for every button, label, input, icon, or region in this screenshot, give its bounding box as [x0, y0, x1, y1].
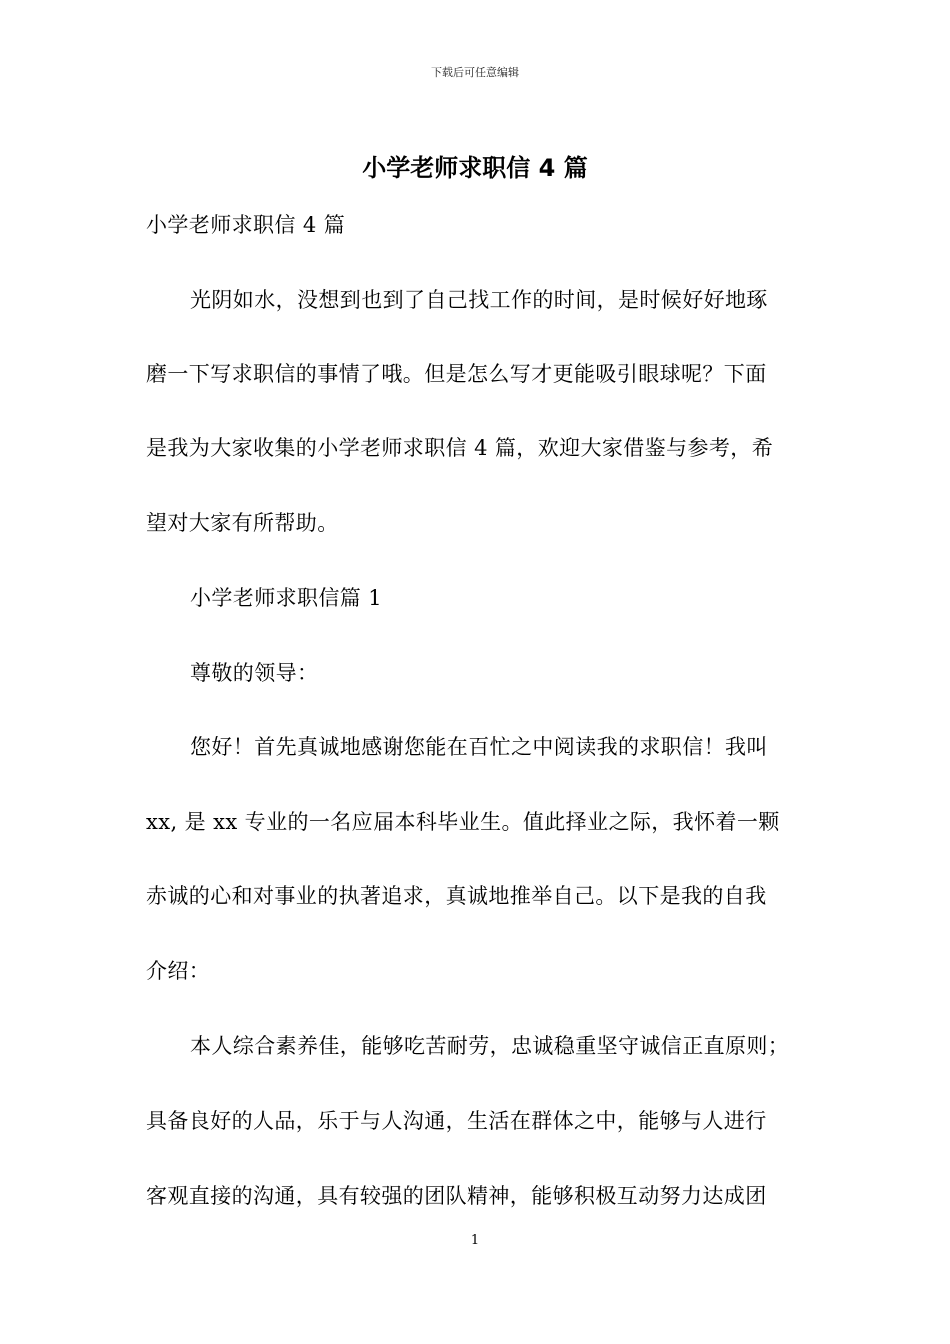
document-title: 小学老师求职信 4 篇 [362, 154, 588, 182]
body-line: 小学老师求职信篇 1 [190, 586, 383, 610]
body-line: 您好！首先真诚地感谢您能在百忙之中阅读我的求职信！我叫 [190, 735, 768, 759]
body-line: 本人综合素养佳，能够吃苦耐劳，忠诚稳重坚守诚信正直原则； [190, 1034, 790, 1058]
body-line: 客观直接的沟通，具有较强的团队精神，能够积极互动努力达成团 [146, 1184, 767, 1208]
body-line: 是我为大家收集的小学老师求职信 4 篇，欢迎大家借鉴与参考，希 [146, 436, 774, 460]
body-line: 尊敬的领导： [190, 661, 319, 685]
body-line: 小学老师求职信 4 篇 [146, 213, 346, 237]
body-line: 光阴如水，没想到也到了自己找工作的时间，是时候好好地琢 [190, 288, 768, 312]
body-line: xx, 是 xx 专业的一名应届本科毕业生。值此择业之际，我怀着一颗 [146, 810, 780, 834]
body-line: 望对大家有所帮助。 [146, 511, 339, 535]
page-number: 1 [470, 1233, 480, 1248]
body-line: 磨一下写求职信的事情了哦。但是怎么写才更能吸引眼球呢？下面 [146, 362, 767, 386]
body-line: 赤诚的心和对事业的执著追求，真诚地推举自己。以下是我的自我 [146, 884, 767, 908]
body-line: 具备良好的人品，乐于与人沟通，生活在群体之中，能够与人进行 [146, 1109, 767, 1133]
header-note: 下载后可任意编辑 [431, 66, 519, 79]
body-line: 介绍： [146, 959, 211, 983]
